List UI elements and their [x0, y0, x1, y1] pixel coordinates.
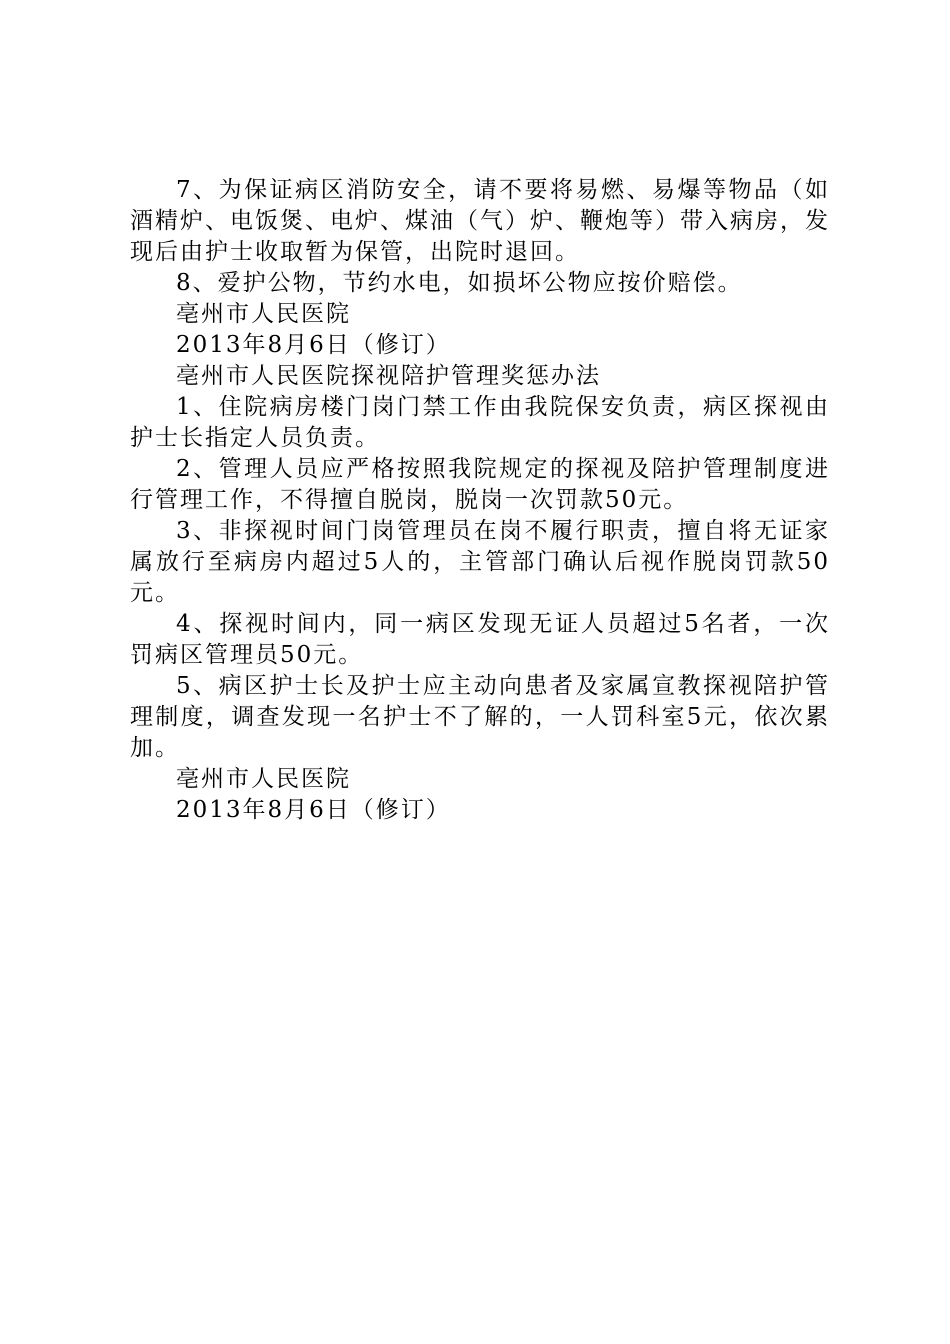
revision-date-footer: 2013年8月6日（修订）: [176, 797, 451, 823]
measure-3-paragraph: 3、非探视时间门岗管理员在岗不履行职责，擅自将无证家属放行至病房内超过5人的，主管部门确认后视作脱岗罚款50元。: [130, 518, 830, 606]
rule-7-paragraph: 7、为保证病区消防安全，请不要将易燃、易爆等物品（如酒精炉、电饭煲、电炉、煤油（气）炉、鞭炮等）带入病房，发现后由护士收取暂为保管，出院时退回。: [130, 177, 830, 265]
measure-1-paragraph: 1、住院病房楼门岗门禁工作由我院保安负责，病区探视由护士长指定人员负责。: [130, 394, 830, 451]
measure-2-paragraph: 2、管理人员应严格按照我院规定的探视及陪护管理制度进行管理工作，不得擅自脱岗，脱岗一次罚款50元。: [130, 456, 830, 513]
measure-4-paragraph: 4、探视时间内，同一病区发现无证人员超过5名者，一次罚病区管理员50元。: [130, 611, 830, 668]
measure-5-paragraph: 5、病区护士长及护士应主动向患者及家属宣教探视陪护管理制度，调查发现一名护士不了解的，一人罚科室5元，依次累加。: [130, 673, 830, 761]
document-page: [130, 175, 830, 826]
rule-8-paragraph: 8、爱护公物，节约水电，如损坏公物应按价赔偿。: [176, 270, 743, 296]
revision-date: 2013年8月6日（修订）: [176, 332, 451, 358]
issuer-name-footer: 亳州市人民医院: [176, 766, 351, 792]
issuer-name: 亳州市人民医院: [176, 301, 351, 327]
section-title: 亳州市人民医院探视陪护管理奖惩办法: [176, 363, 601, 389]
